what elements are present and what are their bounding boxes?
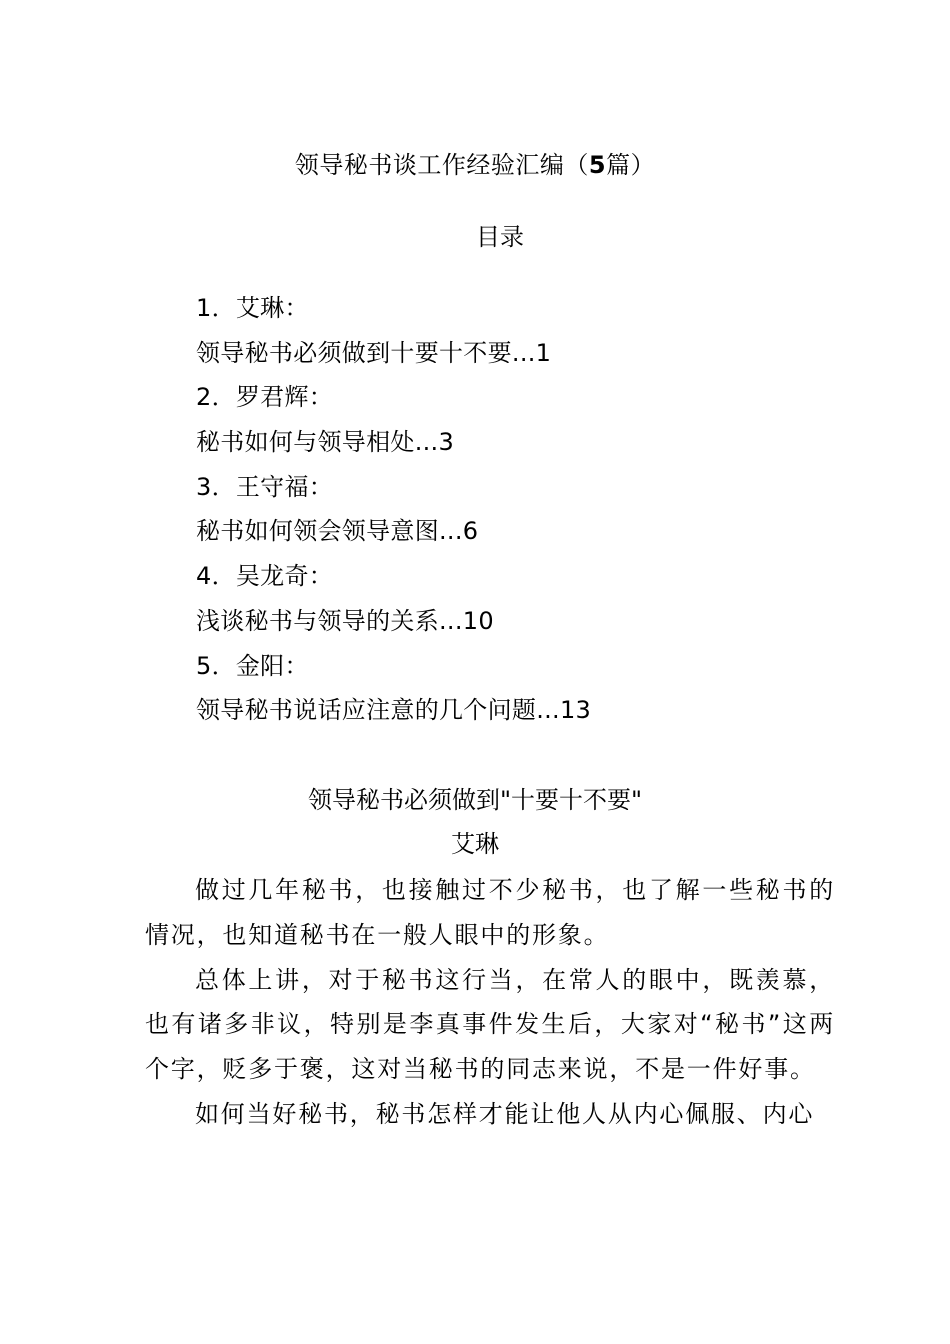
document-title xyxy=(0,145,950,185)
article-title: 领导秘书必须做到"十要十不要" xyxy=(307,786,643,814)
table-of-contents xyxy=(196,288,836,735)
paragraph: 做过几年秘书，也接触过不少秘书，也了解一些秘书的情况，也知道秘书在一般人眼中的形象。 xyxy=(145,876,835,949)
document-title-suffix: 篇） xyxy=(606,151,656,179)
toc-heading: 目录 xyxy=(476,223,524,251)
paragraph: 如何当好秘书，秘书怎样才能让他人从内心佩服、内心 xyxy=(195,1099,815,1128)
toc-item-2-author: 2．罗君辉： xyxy=(196,383,334,412)
toc-item-1-author: 1．艾琳： xyxy=(196,294,309,322)
paragraph: 总体上讲，对于秘书这行当，在常人的眼中，既羡慕，也有诸多非议，特别是李真事件发生后，大家对“秘书”这两个字，贬多于褒，这对当秘书的同志来说，不是一件好事。 xyxy=(145,965,835,1084)
toc-item-1-entry: 领导秘书必须做到十要十不要...1 xyxy=(196,338,552,367)
document-title-number: 5 xyxy=(588,151,607,179)
article-author: 艾琳 xyxy=(451,830,499,858)
document-title-text: 领导秘书谈工作经验汇编（ xyxy=(294,151,589,179)
toc-item-2-entry: 秘书如何与领导相处...3 xyxy=(196,428,455,457)
toc-item-5-entry: 领导秘书说话应注意的几个问题...13 xyxy=(196,696,592,725)
toc-item-5-author: 5．金阳： xyxy=(196,651,309,680)
toc-item-3-entry: 秘书如何领会领导意图...6 xyxy=(196,517,479,546)
toc-item-4-entry: 浅谈秘书与领导的关系...10 xyxy=(196,606,494,635)
toc-item-4-author: 4．吴龙奇： xyxy=(196,562,334,591)
article-body xyxy=(145,868,835,1137)
toc-item-3-author: 3．王守福： xyxy=(196,472,334,501)
